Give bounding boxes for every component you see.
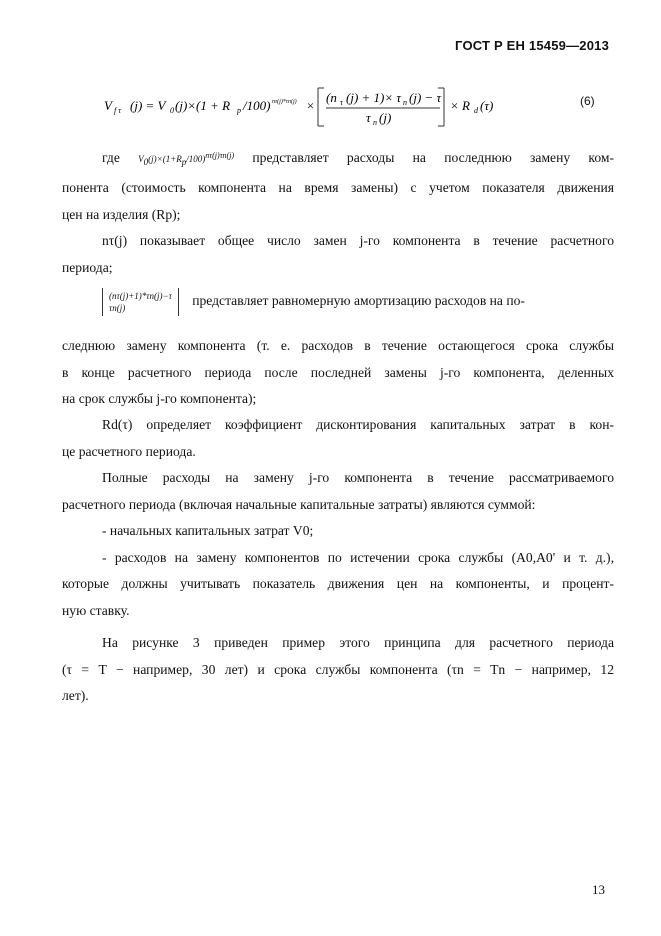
paragraph-where bbox=[62, 143, 614, 228]
svg-text:(τ): (τ) bbox=[480, 98, 494, 113]
list-item: - расходов на замену компонентов по истечении срока службы (A0,A0' и т. д.), bbox=[102, 549, 614, 565]
text-line: це расчетного периода. bbox=[62, 443, 196, 459]
text-line: Полные расходы на замену j-го компонента в течение рассматриваемого bbox=[102, 470, 614, 485]
svg-text:nτ(j)*τn(j): nτ(j)*τn(j) bbox=[272, 99, 297, 105]
text-line: где $V_0(j)\times(1+R_p/100)^{n\tau(j)\tau n(j)}$ представляет расходы на последнюю замену ком- bbox=[102, 150, 615, 167]
svg-text:p: p bbox=[237, 106, 241, 115]
svg-text:d: d bbox=[474, 106, 478, 115]
inline-formula-fraction: (nτ(j)+1)*τn(j)−τ τn(j) bbox=[102, 288, 179, 316]
text-line: следнюю замену компонента (т. е. расходов в течение остающегося срока службы bbox=[62, 338, 614, 353]
document-standard-header: ГОСТ Р ЕН 15459—2013 bbox=[455, 38, 609, 53]
svg-text:n: n bbox=[373, 118, 377, 127]
text-line: которые должны учитывать показатель движения цен на компоненты, и процент- bbox=[62, 576, 614, 591]
text-line: лет). bbox=[62, 688, 89, 703]
text-line: На рисунке 3 приведен пример этого принципа для расчетного периода bbox=[102, 635, 614, 650]
inline-formula-v0: $V_0(j)\times(1+R_p/100)^{n\tau(j)\tau n(j)}$ bbox=[138, 151, 235, 167]
svg-text:× R: × R bbox=[450, 98, 470, 113]
svg-text:(n: (n bbox=[326, 90, 337, 105]
paragraph-discount bbox=[62, 412, 614, 465]
text-line: (τ = T − например, 30 лет) и срока службы компонента (τn = Tn − например, 12 bbox=[62, 661, 614, 677]
svg-text:n: n bbox=[403, 98, 407, 107]
svg-text:(j) = V: (j) = V bbox=[130, 98, 166, 113]
paragraph-total-costs bbox=[62, 465, 614, 624]
paragraph-amortization bbox=[62, 288, 614, 316]
text-line: понента (стоимость компонента на время замены) с учетом показателя движения bbox=[62, 180, 614, 196]
svg-text:/100): /100) bbox=[243, 98, 271, 113]
formula-graphic bbox=[104, 80, 574, 130]
text-line: периода; bbox=[62, 259, 113, 275]
formula-6 bbox=[104, 80, 604, 130]
svg-text:0: 0 bbox=[170, 106, 174, 115]
svg-text:×: × bbox=[306, 98, 315, 113]
text-line: ную ставку. bbox=[62, 602, 130, 618]
formula-number: (6) bbox=[580, 94, 595, 108]
svg-text:(j) + 1)× τ: (j) + 1)× τ bbox=[346, 90, 402, 105]
page-number: 13 bbox=[592, 882, 605, 897]
svg-text:(j): (j) bbox=[379, 110, 392, 125]
svg-text:V: V bbox=[104, 98, 112, 113]
text-line: в конце расчетного периода после последней замены j-го компонента, деленных bbox=[62, 364, 614, 380]
paragraph-n-tau bbox=[62, 228, 614, 281]
svg-text:(j)×(1 + R: (j)×(1 + R bbox=[175, 98, 231, 113]
svg-text:τ: τ bbox=[366, 110, 371, 125]
svg-text:f τ: f τ bbox=[114, 106, 122, 115]
text-line: Rd(τ) определяет коэффициент дисконтирования капитальных затрат в кон- bbox=[102, 417, 614, 432]
text-line: (nτ(j)+1)*τn(j)−τ τn(j) представляет равномерную амортизацию расходов на по- bbox=[62, 288, 614, 316]
paragraph-amortization-cont bbox=[62, 333, 614, 413]
svg-text:(j) − τ: (j) − τ bbox=[409, 90, 442, 105]
svg-text:τ: τ bbox=[340, 98, 343, 107]
text-line: расчетного периода (включая начальные капитальные затраты) являются суммой: bbox=[62, 496, 536, 512]
text-line: цен на изделия (Rp); bbox=[62, 206, 181, 222]
text-line: на срок службы j-го компонента); bbox=[62, 391, 257, 406]
paragraph-figure-reference bbox=[62, 630, 614, 710]
list-item: - начальных капитальных затрат V0; bbox=[102, 523, 314, 538]
text-line: nτ(j) показывает общее число замен j-го компонента в течение расчетного bbox=[102, 233, 614, 248]
